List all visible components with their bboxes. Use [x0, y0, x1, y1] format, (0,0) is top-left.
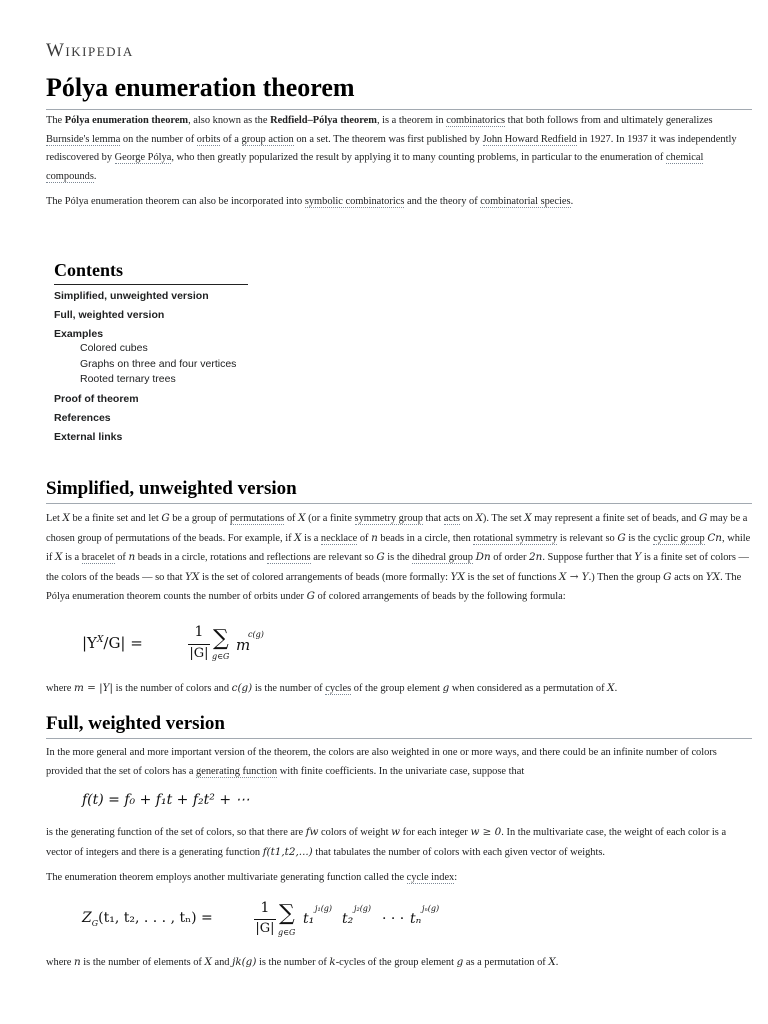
text: The enumeration theorem employs another multivariate generating function called the: [46, 872, 407, 883]
toc-item-simplified[interactable]: Simplified, unweighted version: [54, 290, 209, 302]
text: in 1927. In 1937 it was independently rediscovered by: [46, 133, 737, 163]
fraction-bar: [254, 919, 276, 920]
section1-paragraph-2: [46, 679, 752, 699]
link-symmetry-group[interactable]: symmetry group: [354, 513, 423, 524]
text: is a: [62, 552, 82, 563]
link-combinatorics[interactable]: combinatorics: [446, 115, 506, 126]
text: that tabulates the number of colors with each given vector of weights.: [312, 846, 606, 858]
link-permutations[interactable]: permutations: [229, 513, 285, 524]
toc-title: Contents: [54, 260, 124, 280]
toc-item-proof[interactable]: Proof of theorem: [54, 393, 139, 405]
wikipedia-wordmark[interactable]: Wikipedia: [46, 40, 134, 61]
text: of the group element: [351, 683, 443, 694]
formula-superscript: j₁(g): [315, 904, 333, 913]
text: Let: [46, 513, 63, 524]
math: Dn: [475, 551, 491, 563]
math: Cn: [707, 531, 722, 544]
math: w: [391, 826, 401, 838]
text: where: [46, 957, 74, 968]
text: is a finite set of colors — the colors of the beads — so that: [46, 552, 749, 583]
text: beads in a circle, rotations and: [135, 552, 267, 563]
toc-item-references[interactable]: References: [54, 412, 111, 424]
bold-term: Redfield–Pólya theorem: [270, 115, 377, 126]
text: is the number of: [256, 957, 330, 968]
math: m = |Y|: [73, 682, 114, 694]
link-rotational-symmetry[interactable]: rotational symmetry: [473, 532, 558, 544]
text: In the more general and more important version of the theorem, the colors are also weighted in one or more ways, and there could be an infinite number of colors provided that the set of colors has a: [46, 747, 717, 777]
math: G: [663, 570, 672, 583]
formula-subscript: G: [91, 918, 99, 928]
cycle-index-formula: [82, 898, 442, 944]
link-bracelet[interactable]: bracelet: [81, 552, 115, 563]
formula-text: |Y: [82, 634, 97, 652]
text: is the set of functions: [464, 571, 560, 583]
math: fw: [305, 826, 319, 838]
text: . Suppose further that: [542, 552, 635, 563]
text: is the number of: [252, 683, 326, 694]
text: of colored arrangements of beads by the following formula:: [314, 591, 566, 602]
math: 2n: [529, 551, 543, 563]
link-acts[interactable]: acts: [443, 513, 460, 524]
math: X: [62, 512, 70, 524]
section2-paragraph-2: [46, 823, 752, 862]
text: of: [114, 552, 129, 563]
math: g: [456, 956, 464, 968]
text: of a: [220, 133, 242, 145]
section2-paragraph-4: [46, 953, 752, 973]
math: X: [524, 512, 532, 524]
formula-lhs: [82, 634, 143, 652]
formula-numerator: 1: [260, 900, 270, 916]
math: X: [298, 512, 306, 524]
link-symbolic-combinatorics[interactable]: symbolic combinatorics: [304, 196, 405, 207]
math: X: [607, 682, 615, 694]
formula-superscript: jₙ(g): [422, 904, 440, 913]
link-cycles[interactable]: cycles: [325, 683, 352, 694]
formula-term: m: [236, 636, 251, 654]
text: of: [284, 513, 299, 524]
text: of: [357, 532, 372, 544]
title-divider: [46, 109, 752, 110]
math: jk(g): [232, 956, 257, 968]
section2-paragraph-1: [46, 744, 752, 781]
text: is the: [384, 552, 413, 563]
text: , while if: [46, 532, 751, 563]
text: .) Then the group: [588, 571, 664, 583]
link-cycle-index[interactable]: cycle index: [406, 872, 455, 883]
text: of order: [490, 552, 530, 563]
formula-denominator: |G|: [189, 646, 209, 661]
math: X: [548, 956, 556, 968]
text: beads in a circle, then: [377, 532, 474, 544]
math: n: [128, 551, 136, 563]
formula-dots: · · ·: [382, 911, 405, 927]
link-orbits[interactable]: orbits: [196, 133, 221, 145]
text: (or a finite: [305, 513, 355, 524]
link-dihedral-group[interactable]: dihedral group: [412, 552, 473, 563]
text: for each integer: [400, 827, 471, 838]
text: is the generating function of the set of colors, so that there are: [46, 827, 306, 838]
math: Y: [634, 551, 642, 563]
text: are relevant so: [310, 552, 377, 563]
link-george-polya[interactable]: George Pólya: [114, 152, 172, 163]
text: on: [459, 513, 476, 524]
formula-term: tₙ: [410, 911, 422, 927]
link-chemical-compounds[interactable]: chemical compounds: [46, 152, 704, 182]
math: YX: [705, 570, 721, 583]
math: f(t1,t2,...): [262, 845, 313, 858]
text: when considered as a permutation of: [449, 683, 608, 694]
section1-paragraph-1: [46, 509, 752, 607]
formula-term: t₁: [303, 911, 315, 927]
text: The Pólya enumeration theorem can also be incorporated into: [46, 196, 305, 207]
text: colors of weight: [318, 827, 392, 838]
sum-subscript: g∈G: [212, 652, 230, 661]
text: be a finite set and let: [69, 513, 162, 524]
text: is a: [301, 532, 321, 544]
text: .: [614, 683, 618, 694]
text: on a set. The theorem was first published by: [293, 133, 483, 145]
formula-denominator: |G|: [255, 921, 275, 936]
text: that both follows from and ultimately generalizes: [505, 115, 713, 126]
text: is relevant so: [557, 532, 618, 544]
sum-subscript: g∈G: [278, 928, 296, 937]
text: , also known as the: [188, 115, 271, 126]
text: ). The set: [482, 513, 525, 524]
bold-term: Pólya enumeration theorem: [64, 115, 189, 126]
text: may represent a finite set of beads, and: [531, 513, 699, 524]
section2-paragraph-3: [46, 869, 752, 888]
text: that: [422, 513, 444, 524]
toc-item-full-weighted[interactable]: Full, weighted version: [54, 309, 165, 321]
text: be a group of: [169, 513, 230, 524]
text: :: [454, 872, 458, 883]
text: . The Pólya enumeration theorem counts the number of orbits under: [46, 571, 742, 602]
link-reflections[interactable]: reflections: [266, 552, 311, 563]
fraction-bar: [188, 644, 210, 645]
toc-item-colored-cubes[interactable]: Colored cubes: [80, 342, 148, 354]
page-title: Pólya enumeration theorem: [46, 73, 355, 102]
text: .: [93, 170, 97, 182]
math: G: [376, 551, 385, 563]
formula-superscript: X: [96, 635, 104, 645]
text: is the: [625, 532, 654, 544]
text: and the theory of: [404, 196, 481, 207]
text: with finite coefficients. In the univariate case, suppose that: [277, 765, 525, 777]
link-necklace[interactable]: necklace: [320, 532, 358, 544]
formula-numerator: 1: [194, 624, 204, 640]
text: as a permutation of: [463, 957, 549, 968]
section-heading-full-weighted: Full, weighted version: [46, 713, 225, 734]
math: G: [306, 590, 315, 602]
math: X: [204, 956, 212, 968]
text: and: [211, 957, 233, 968]
math: YX: [450, 570, 465, 583]
text: on the number of: [120, 133, 197, 145]
math: X: [294, 531, 302, 544]
intro-paragraph-2: [46, 193, 752, 212]
text: , who then greatly popularized the result by applying it to many counting problems, in particular to the enumeration of: [171, 152, 666, 163]
link-combinatorial-species[interactable]: combinatorial species: [480, 196, 571, 207]
link-john-howard-redfield[interactable]: John Howard Redfield: [482, 133, 577, 145]
generating-function-formula: f(t) = f₀ + f₁t + f₂t² + ⋯: [82, 792, 250, 808]
math: w ≥ 0: [470, 826, 502, 838]
text: is the set of colored arrangements of beads (more formally:: [199, 571, 451, 583]
text: -cycles of the group element: [335, 957, 457, 968]
text: . In the multivariate case, the weight of each color is a vector of integers and there is a generating function: [46, 827, 727, 858]
text: .: [570, 196, 574, 207]
sum-symbol: ∑: [213, 626, 229, 651]
formula-superscript: c(g): [248, 630, 264, 639]
section-heading-simplified: Simplified, unweighted version: [46, 478, 297, 499]
toc-item-external-links[interactable]: External links: [54, 431, 123, 443]
math: n: [371, 531, 378, 544]
link-cyclic-group[interactable]: cyclic group: [653, 532, 705, 544]
sum-symbol: ∑: [279, 901, 295, 926]
text: acts on: [671, 571, 706, 583]
link-burnsides-lemma[interactable]: Burnside's lemma: [46, 133, 121, 145]
math: c(g): [231, 682, 253, 694]
text: is the number of elements of: [80, 957, 205, 968]
toc-item-examples[interactable]: Examples: [54, 328, 104, 340]
math: n: [73, 956, 81, 968]
section-divider: [46, 738, 752, 739]
math: X: [475, 512, 483, 524]
toc-item-rooted-ternary-trees[interactable]: Rooted ternary trees: [80, 373, 176, 385]
text: is the number of colors and: [113, 683, 232, 694]
toc-divider: [54, 284, 248, 285]
text: may be a chosen group of permutations of the beads. For example, if: [46, 513, 748, 544]
formula-term: t₂: [342, 911, 354, 927]
text: where: [46, 683, 74, 694]
orbit-count-formula: [82, 626, 342, 670]
toc-item-graphs[interactable]: Graphs on three and four vertices: [80, 358, 237, 370]
math: X: [54, 551, 63, 563]
formula-superscript: j₂(g): [354, 904, 372, 913]
section-divider: [46, 503, 752, 504]
math: YX: [185, 570, 200, 583]
formula-text: (t₁, t₂, . . . , tₙ) =: [98, 910, 213, 926]
math: X → Y: [559, 570, 589, 583]
text: , is a theorem in: [376, 115, 447, 126]
math: k: [329, 956, 336, 968]
link-generating-function[interactable]: generating function: [196, 765, 278, 777]
formula-text: Z: [82, 910, 92, 926]
math: G: [699, 512, 708, 524]
formula-lhs: [82, 910, 213, 928]
link-group-action[interactable]: group action: [241, 133, 294, 145]
text: The: [46, 115, 65, 126]
intro-paragraph-1: [46, 112, 752, 186]
text: .: [555, 957, 559, 968]
math: g: [442, 682, 450, 694]
math: G: [617, 531, 626, 544]
math: G: [161, 512, 170, 524]
formula-text: /G| =: [103, 634, 143, 652]
